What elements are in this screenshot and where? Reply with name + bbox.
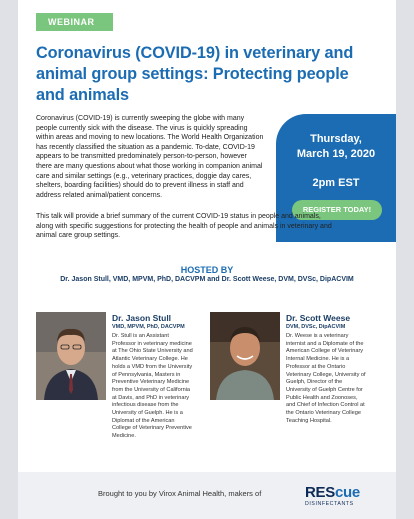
intro-paragraph: Coronavirus (COVID-19) is currently sweeping the globe with many people currently sick with the disease. The virus is quickly spreading within areas and moving to new locations. The World Health Organization has recently classified the situation as a pandemic. To-date, COVID-19 appears to be transmitted predominately person-to-person, however there are many questions about what those working in companion animal care and similar settings (e.g., veterinary practices, doggie day cares, shelters, boarding facilities) should do to prevent illness in staff and address related animal/patient concerns.: [36, 115, 264, 199]
event-calendar-date: March 19, 2020: [296, 148, 376, 160]
host-name-jason-stull: Dr. Jason Stull: [112, 313, 172, 323]
webinar-badge: WEBINAR: [36, 13, 113, 31]
host-credentials-scott-weese: DVM, DVSc, DipACVIM: [286, 324, 346, 330]
register-button[interactable]: REGISTER TODAY!: [292, 200, 382, 220]
rescue-logo: [305, 484, 385, 510]
hosted-by-names: Dr. Jason Stull, VMD, MPVM, PhD, DACVPM and Dr. Scott Weese, DVM, DVSc, DipACVIM: [60, 276, 354, 283]
logo-wordmark: [305, 484, 360, 501]
summary-paragraph: This talk will provide a brief summary of the current COVID-19 status in people and animals, along with specific suggestions for protecting the health of people and animals in veterinary and animal care group settings.: [36, 213, 332, 240]
event-time: 2pm EST: [312, 177, 360, 189]
host-bio-jason-stull: Dr. Stull is an Assistant Professor in veterinary medicine at The Ohio State University and Atlantic Veterinary College. He holds a VMD from the University of Pennsylvania, Masters in Preventive Veterinary Medicine from the University of California at Davis, and PhD in veterinary infectious disease from the University of Guelph. He is a Diplomat of the American College of Veterinary Preventive Medicine.: [112, 333, 193, 440]
event-date: [276, 132, 396, 162]
webinar-flyer: [18, 0, 396, 519]
event-day: Thursday,: [310, 133, 362, 145]
host-name-scott-weese: Dr. Scott Weese: [286, 313, 351, 323]
logo-wordmark-b: cue: [334, 484, 360, 501]
person-photo-icon: [36, 312, 106, 400]
host-bio-scott-weese: Dr. Weese is a veterinary internist and a Diplomate of the American College of Veterinary Internal Medicine. He is a Professor at the Ontario Veterinary College, University of Guelph, Director of the University of Guelph Centre for Public Health and Zoonoses, and Chief of Infection Control at the Ontario Veterinary College Teaching Hospital.: [286, 333, 366, 424]
logo-subtitle: DISINFECTANTS: [305, 501, 354, 507]
page-title: Coronavirus (COVID-19) in veterinary and animal group settings: Protecting people and animals: [36, 44, 354, 104]
footer: [18, 472, 396, 519]
hosted-by-heading: HOSTED BY: [180, 265, 234, 275]
host-credentials-jason-stull: VMD, MPVM, PhD, DACVPM: [112, 324, 185, 330]
footer-text: Brought to you by Virox Animal Health, makers of: [98, 489, 262, 498]
host-photo-scott-weese: [210, 312, 280, 400]
host-photo-jason-stull: [36, 312, 106, 400]
logo-wordmark-a: RES: [305, 484, 335, 501]
person-photo-icon: [210, 312, 280, 400]
